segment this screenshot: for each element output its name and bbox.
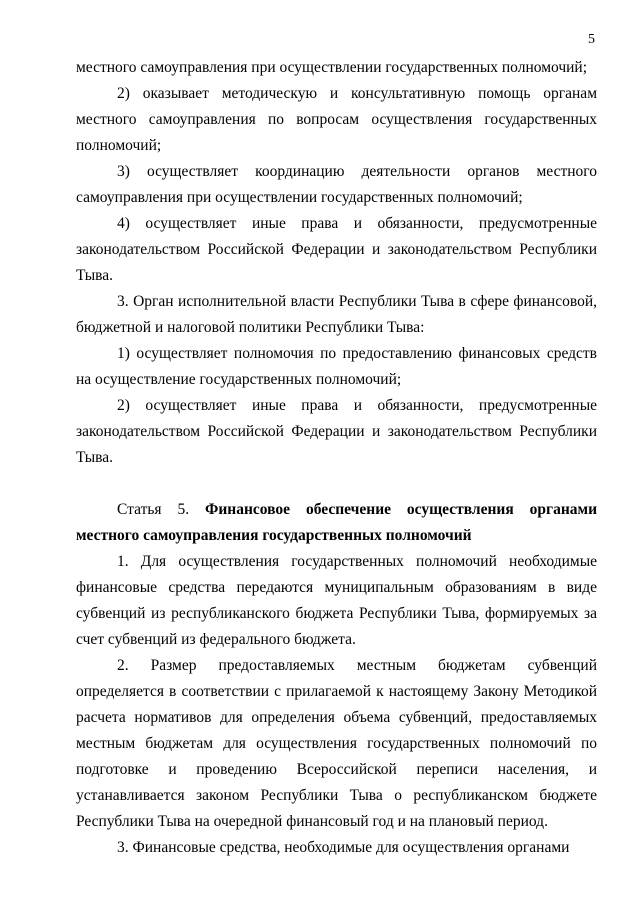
article-5-heading (76, 497, 597, 549)
list-item: 2) осуществляет иные права и обязанности, предусмотренные законодательством Российской Федерации и законодательством Республики Тыва. (76, 397, 597, 466)
article-5-item: 1. Для осуществления государственных полномочий необходимые финансовые средства передаются муниципальным образованиям в виде субвенций из республиканского бюджета Республики Тыва, формируемых за счет субвенций из федерального бюджета. (76, 553, 597, 648)
article-5-item: 3. Финансовые средства, необходимые для осуществления органами (117, 839, 570, 856)
article-5-title: Финансовое обеспечение осуществления органами местного самоуправления государственных полномочий (76, 501, 597, 544)
list-item: 2) оказывает методическую и консультативную помощь органам местного самоуправления по вопросам осуществления государственных полномочий; (76, 85, 597, 154)
list-item: 1) осуществляет полномочия по предоставлению финансовых средств на осуществление государственных полномочий; (76, 345, 597, 388)
section-3-intro: 3. Орган исполнительной власти Республики Тыва в сфере финансовой, бюджетной и налоговой политики Республики Тыва: (76, 293, 597, 336)
article-5-item: 2. Размер предоставляемых местным бюджетам субвенций определяется в соответствии с прилагаемой к настоящему Закону Методикой расчета нормативов для определения объема субвенций, предоставляемых местным бюджетам для осуществления государственных полномочий по подготовке и проведению Всероссийской переписи населения, и устанавливается законом Республики Тыва о республиканском бюджете Республики Тыва на очередной финансовый год и на плановый период. (76, 657, 597, 830)
article-5-prefix: Статья 5. (117, 501, 190, 518)
document-body (76, 55, 597, 861)
list-item: 4) осуществляет иные права и обязанности, предусмотренные законодательством Российской Федерации и законодательством Республики Тыва. (76, 215, 597, 284)
continuation-paragraph: местного самоуправления при осуществлении государственных полномочий; (76, 59, 588, 76)
page-number: 5 (588, 32, 595, 47)
list-item: 3) осуществляет координацию деятельности органов местного самоуправления при осуществлении государственных полномочий; (76, 163, 597, 206)
spacer (76, 471, 597, 497)
